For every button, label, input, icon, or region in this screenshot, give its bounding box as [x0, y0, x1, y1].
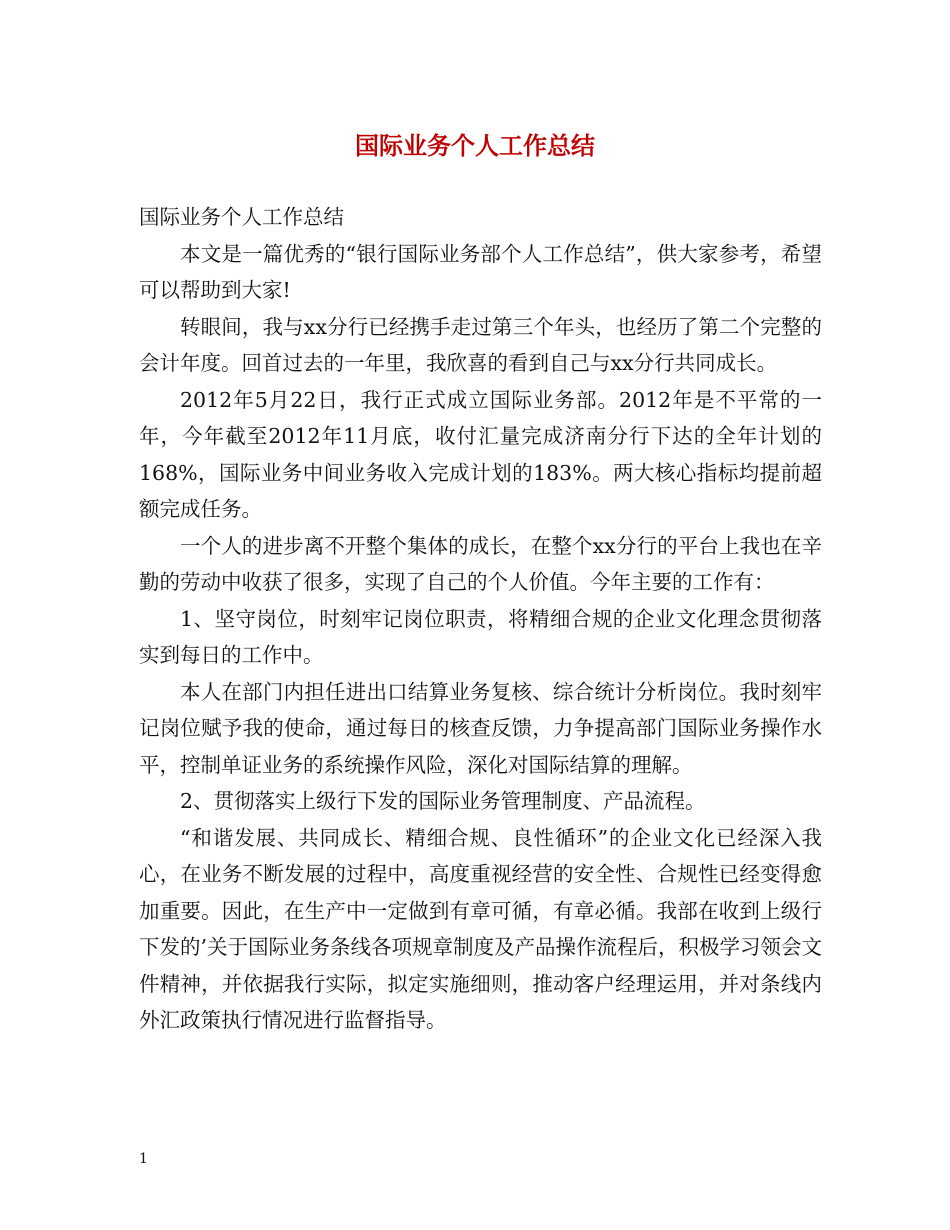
- document-title: 国际业务个人工作总结: [355, 131, 595, 160]
- paragraph-review: 转眼间，我与xx分行已经携手走过第三个年头，也经历了第二个完整的会计年度。回首过去的一年里，我欣喜的看到自己与xx分行共同成长。: [139, 314, 822, 375]
- paragraph-intro: 本文是一篇优秀的“银行国际业务部个人工作总结”，供大家参考，希望可以帮助到大家!: [139, 241, 822, 302]
- page-number: 1: [139, 1151, 148, 1167]
- section-heading-1: 1、坚守岗位，时刻牢记岗位职责，将精细合规的企业文化理念贯彻落实到每日的工作中。: [139, 606, 822, 667]
- document-body: [139, 199, 822, 1039]
- paragraph-culture: “和谐发展、共同成长、精细合规、良性循环”的企业文化已经深入我心，在业务不断发展的过程中，高度重视经营的安全性、合规性已经变得愈加重要。因此，在生产中一定做到有章可循，有章必循。我部在收到上级行下发的’关于国际业务条线各项规章制度及产品操作流程后，积极学习领会文件精神，并依据我行实际，拟定实施细则，推动客户经理运用，并对条线内外汇政策执行情况进行监督指导。: [139, 825, 823, 1032]
- document-subtitle: 国际业务个人工作总结: [139, 205, 344, 229]
- paragraph-personal-growth: 一个人的进步离不开整个集体的成长，在整个xx分行的平台上我也在辛勤的劳动中收获了很多，实现了自己的个人价值。今年主要的工作有：: [139, 533, 822, 594]
- section-heading-2: 2、贯彻落实上级行下发的国际业务管理制度、产品流程。: [180, 789, 706, 813]
- paragraph-role: 本人在部门内担任进出口结算业务复核、综合统计分析岗位。我时刻牢记岗位赋予我的使命，通过每日的核查反馈，力争提高部门国际业务操作水平，控制单证业务的系统操作风险，深化对国际结算的理解。: [139, 679, 822, 777]
- paragraph-achievements: 2012年5月22日，我行正式成立国际业务部。2012年是不平常的一年，今年截至2012年11月底，收付汇量完成济南分行下达的全年计划的168%，国际业务中间业务收入完成计划的183%。两大核心指标均提前超额完成任务。: [139, 387, 822, 521]
